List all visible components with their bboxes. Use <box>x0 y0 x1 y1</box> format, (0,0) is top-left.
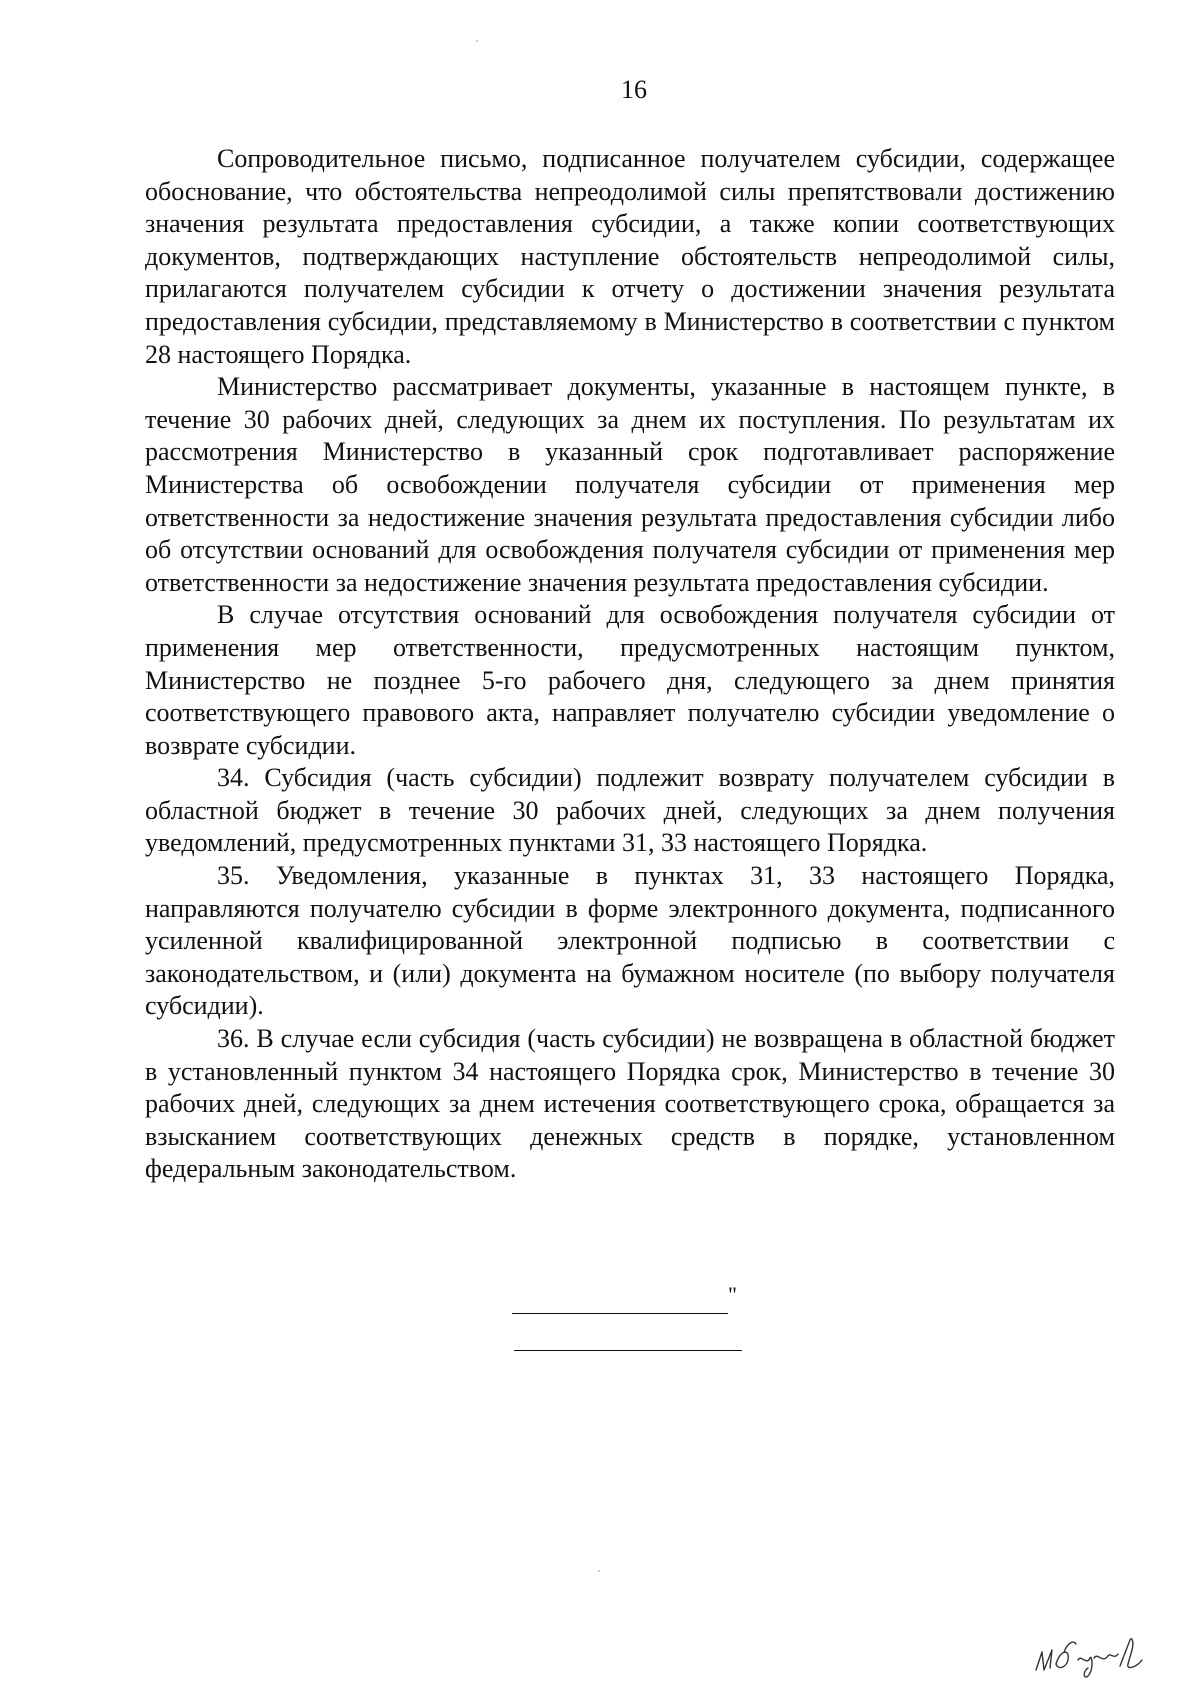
page-number: 16 <box>621 75 647 104</box>
scan-artifact <box>598 1570 600 1572</box>
paragraph-cover-letter: Сопроводительное письмо, подписанное получателем субсидии, содержащее обоснование, что обстоятельства непреодолимой силы препятствовали достижению значения результата предоставления субсидии, а также копии соответствующих документов, подтверждающих наступление обстоятельств непреодолимой силы, прилагаются получателем субсидии к отчету о достижении значения результата предоставления субсидии, представляемому в Министерство в соответствии с пунктом 28 настоящего Порядка. <box>145 144 1115 369</box>
end-rule-upper <box>512 1313 728 1314</box>
document-body <box>145 143 1115 1186</box>
paragraph-36: 36. В случае если субсидия (часть субсидии) не возвращена в областной бюджет в установленный пунктом 34 настоящего Порядка срок, Министерство в течение 30 рабочих дней, следующих за днем истечения соответствующего срока, обращается за взысканием соответствующих денежных средств в порядке, установленном федеральным законодательством. <box>145 1024 1115 1184</box>
paragraph-no-grounds: В случае отсутствия оснований для освобождения получателя субсидии от применения мер ответственности, предусмотренных настоящим пунктом, Министерство не позднее 5-го рабочего дня, следующего за днем принятия соответствующего правового акта, направляет получателю субсидии уведомление о возврате субсидии. <box>145 600 1115 760</box>
closing-quote-mark: " <box>728 1282 737 1307</box>
paragraph-35: 35. Уведомления, указанные в пунктах 31, 33 настоящего Порядка, направляются получателю субсидии в форме электронного документа, подписанного усиленной квалифицированной электронной подписью в соответствии с законодательством, и (или) документа на бумажном носителе (по выбору получателя субсидии). <box>145 861 1115 1021</box>
paragraph-ministry-review: Министерство рассматривает документы, указанные в настоящем пункте, в течение 30 рабочих дней, следующих за днем их поступления. По результатам их рассмотрения Министерство в указанный срок подготавливает распоряжение Министерства об освобождении получателя субсидии от применения мер ответственности за недостижение значения результата предоставления субсидии либо об отсутствии оснований для освобождения получателя субсидии от применения мер ответственности за недостижение значения результата предоставления субсидии. <box>145 372 1115 597</box>
scan-artifact <box>476 40 478 42</box>
paragraph-34: 34. Субсидия (часть субсидии) подлежит возврату получателем субсидии в областной бюджет в течение 30 рабочих дней, следующих за днем получения уведомлений, предусмотренных пунктами 31, 33 настоящего Порядка. <box>145 763 1115 858</box>
end-rule-lower <box>514 1350 742 1351</box>
handwritten-signature <box>1030 1630 1150 1680</box>
